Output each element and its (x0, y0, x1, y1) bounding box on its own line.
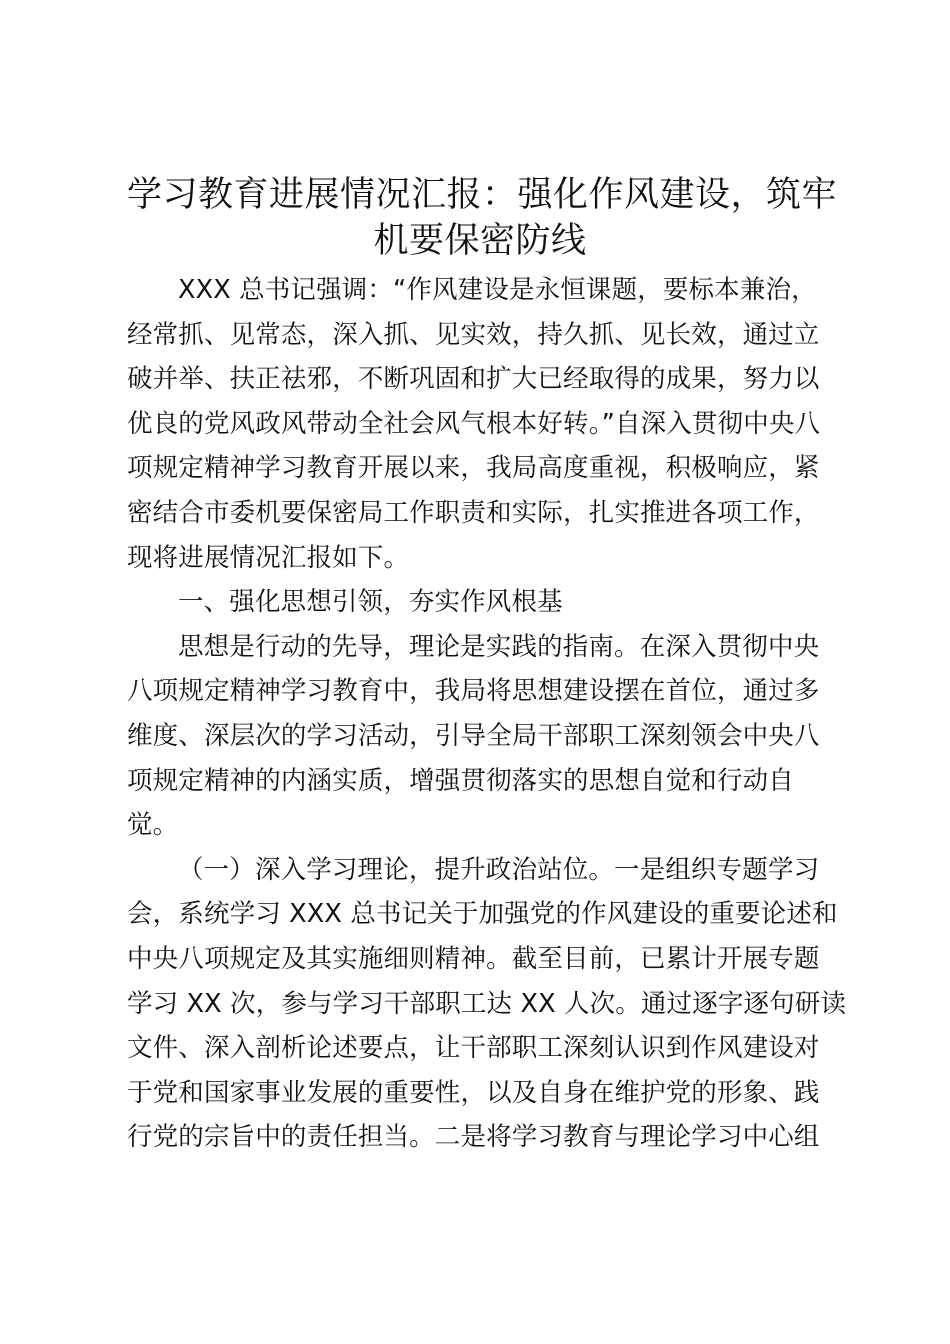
body-text-line: 现将进展情况汇报如下。 (127, 542, 410, 573)
body-text-line: XXX 总书记强调：“作风建设是永恒课题，要标本兼治， (178, 275, 817, 305)
body-text-line: 经常抓、见常态，深入抓、见实效，持久抓、见长效，通过立 (127, 319, 820, 350)
document-content (127, 172, 847, 1160)
body-text-line: 会，系统学习 XXX 总书记关于加强党的作风建设的重要论述和 (127, 899, 838, 930)
body-text-line: 项规定精神学习教育开展以来，我局高度重视，积极响应，紧 (127, 453, 820, 484)
body-text-line: 项规定精神的内涵实质，增强贯彻落实的思想自觉和行动自 (127, 765, 794, 796)
body-text-line: 于党和国家事业发展的重要性，以及自身在维护党的形象、践 (127, 1077, 820, 1108)
body-text-line: 文件、深入剖析论述要点，让干部职工深刻认识到作风建设对 (127, 1033, 820, 1064)
document-title-line-2: 机要保密防线 (373, 221, 587, 261)
body-text-line: （一）深入学习理论，提升政治站位。一是组织专题学习 (178, 854, 820, 885)
body-text-line: 思想是行动的先导，理论是实践的指南。在深入贯彻中央 (178, 631, 820, 662)
body-text-line: 八项规定精神学习教育中，我局将思想建设摆在首位，通过多 (127, 676, 820, 707)
body-text-line: 学习 XX 次，参与学习干部职工达 XX 人次。通过逐字逐句研读 (127, 988, 847, 1019)
body-text-line: 维度、深层次的学习活动，引导全局干部职工深刻领会中央八 (127, 720, 820, 751)
body-text-line: 破并举、扶正祛邪，不断巩固和扩大已经取得的成果，努力以 (127, 364, 820, 395)
document-body (127, 268, 847, 1160)
body-text-line: 行党的宗旨中的责任担当。二是将学习教育与理论学习中心组 (127, 1122, 820, 1153)
body-text-line: 密结合市委机要保密局工作职责和实际，扎实推进各项工作， (127, 497, 820, 528)
body-text-line: 优良的党风政风带动全社会风气根本好转。”自深入贯彻中央八 (127, 408, 821, 439)
document-title-line-1: 学习教育进展情况汇报：强化作风建设，筑牢 (127, 175, 838, 215)
body-text-line: 一、强化思想引领，夯实作风根基 (178, 587, 563, 618)
body-text-line: 中央八项规定及其实施细则精神。截至目前，已累计开展专题 (127, 943, 820, 974)
body-text-line: 觉。 (127, 810, 179, 841)
